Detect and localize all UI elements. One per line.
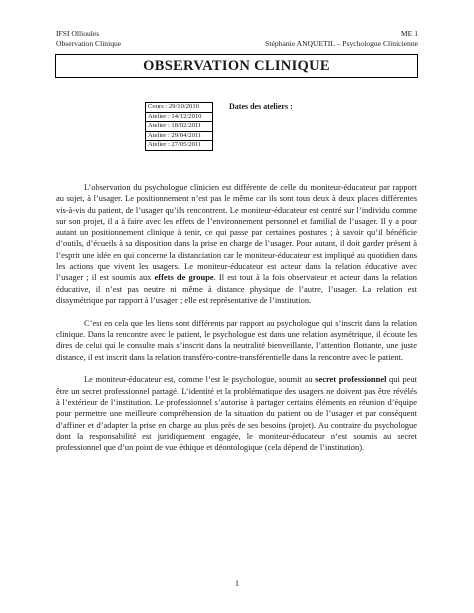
page-number: 1: [235, 579, 239, 588]
header-module: ME 1: [400, 29, 418, 38]
date-item: Atelier : 18/02/2011: [145, 121, 213, 132]
paragraph-1: [56, 182, 417, 306]
p3-text-a: Le moniteur-éducateur est, comme l’est le psychologue, soumit au: [84, 374, 316, 385]
date-item: Cours : 29/10/2010: [145, 102, 213, 113]
header-school: IFSI Ollioules: [56, 29, 100, 38]
p3-bold: secret professionnel: [315, 374, 387, 385]
p1-text-a: L’observation du psychologue clinicien est différente de celle du moniteur-éducateur par rapport au sujet, à l’usager. Le positionnement n’est pas le même car ils sont tous deux à deux places différentes vis-à-vis du patient, de l’usager qu’ils rencontrent. Le moniteur-éducateur est centré sur l’individu comme sur son projet, il a à faire avec les effets de l’environnement personnel et familial de l’usager. Il y a pour autant un positionnement clinique à tenir, ce qui passe par certaines postures ; à savoir qu’il bénéficie d’outils, d’écueils à sa disposition dans la prise en charge de l’usager. Pour autant, il doit garder présent à l’esprit une idée en qui concerne la distanciation car le moniteur-éducateur est impliqué au quotidien dans les actions que vivent les usagers. Le moniteur-éducateur est acteur dans la relation éducative avec l’usager ; il est soumis aux: [56, 182, 417, 283]
date-item: Atelier : 14/12/2010: [145, 112, 213, 123]
header-author: Stéphanie ANQUETIL – Psychologue Clinicienne: [265, 39, 418, 48]
header-subject: Observation Clinique: [56, 39, 122, 48]
paragraph-2: [56, 318, 417, 363]
paragraph-3: [56, 374, 417, 453]
dates-list: [145, 102, 213, 150]
p1-text-b: . Il est tout à la fois observateur et acteur dans la relation éducative, il n’est pas neutre ni même à distance physique de l’autre, l’usager. La relation est dissymétrique par rapport à l’usager ; elle est représentative de l’institution.: [56, 272, 417, 305]
p2-text: C’est en cela que les liens sont différents par rapport au psychologue qui s’inscrit dans la relation clinique. Dans la rencontre avec le patient, le psychologue est dans une relation asymétrique, il écoute les dires de celui qui le consulte mais s’inscrit dans la neutralité bienveillante, l’attention flottante, une juste distance, il est inscrit dans la relation transféro-contre-transférentielle dans la rencontre avec le patient.: [56, 317, 417, 362]
page-header: [56, 29, 418, 49]
dates-label: Dates des ateliers :: [229, 102, 293, 111]
p3-text-b: qui peut être un secret professionnel partagé. L’identité et la problématique des usagers ne doivent pas être révélés à l’extérieur de l’institution. Le professionnel s’autorise à partager certains éléments en réunion d’équipe pour permettre une meilleure compréhension de la situation du patient ou de l’usager et par conséquent d’affiner et d’adapter la prise en charge au plus près de ses besoins (projet). Au contraire du psychologue dont la responsabilité est juridiquement engagée, le moniteur-éducateur n’est soumis au secret professionnel que d’un point de vue éthique et déontologique (cela dépend de l’institution).: [56, 374, 418, 453]
p1-bold: effets de groupe: [154, 272, 214, 283]
date-item: Atelier : 29/04/2011: [145, 131, 213, 142]
document-title: OBSERVATION CLINIQUE: [55, 54, 418, 78]
document-body: [56, 182, 417, 465]
date-item: Atelier : 27/05/2011: [145, 140, 213, 151]
